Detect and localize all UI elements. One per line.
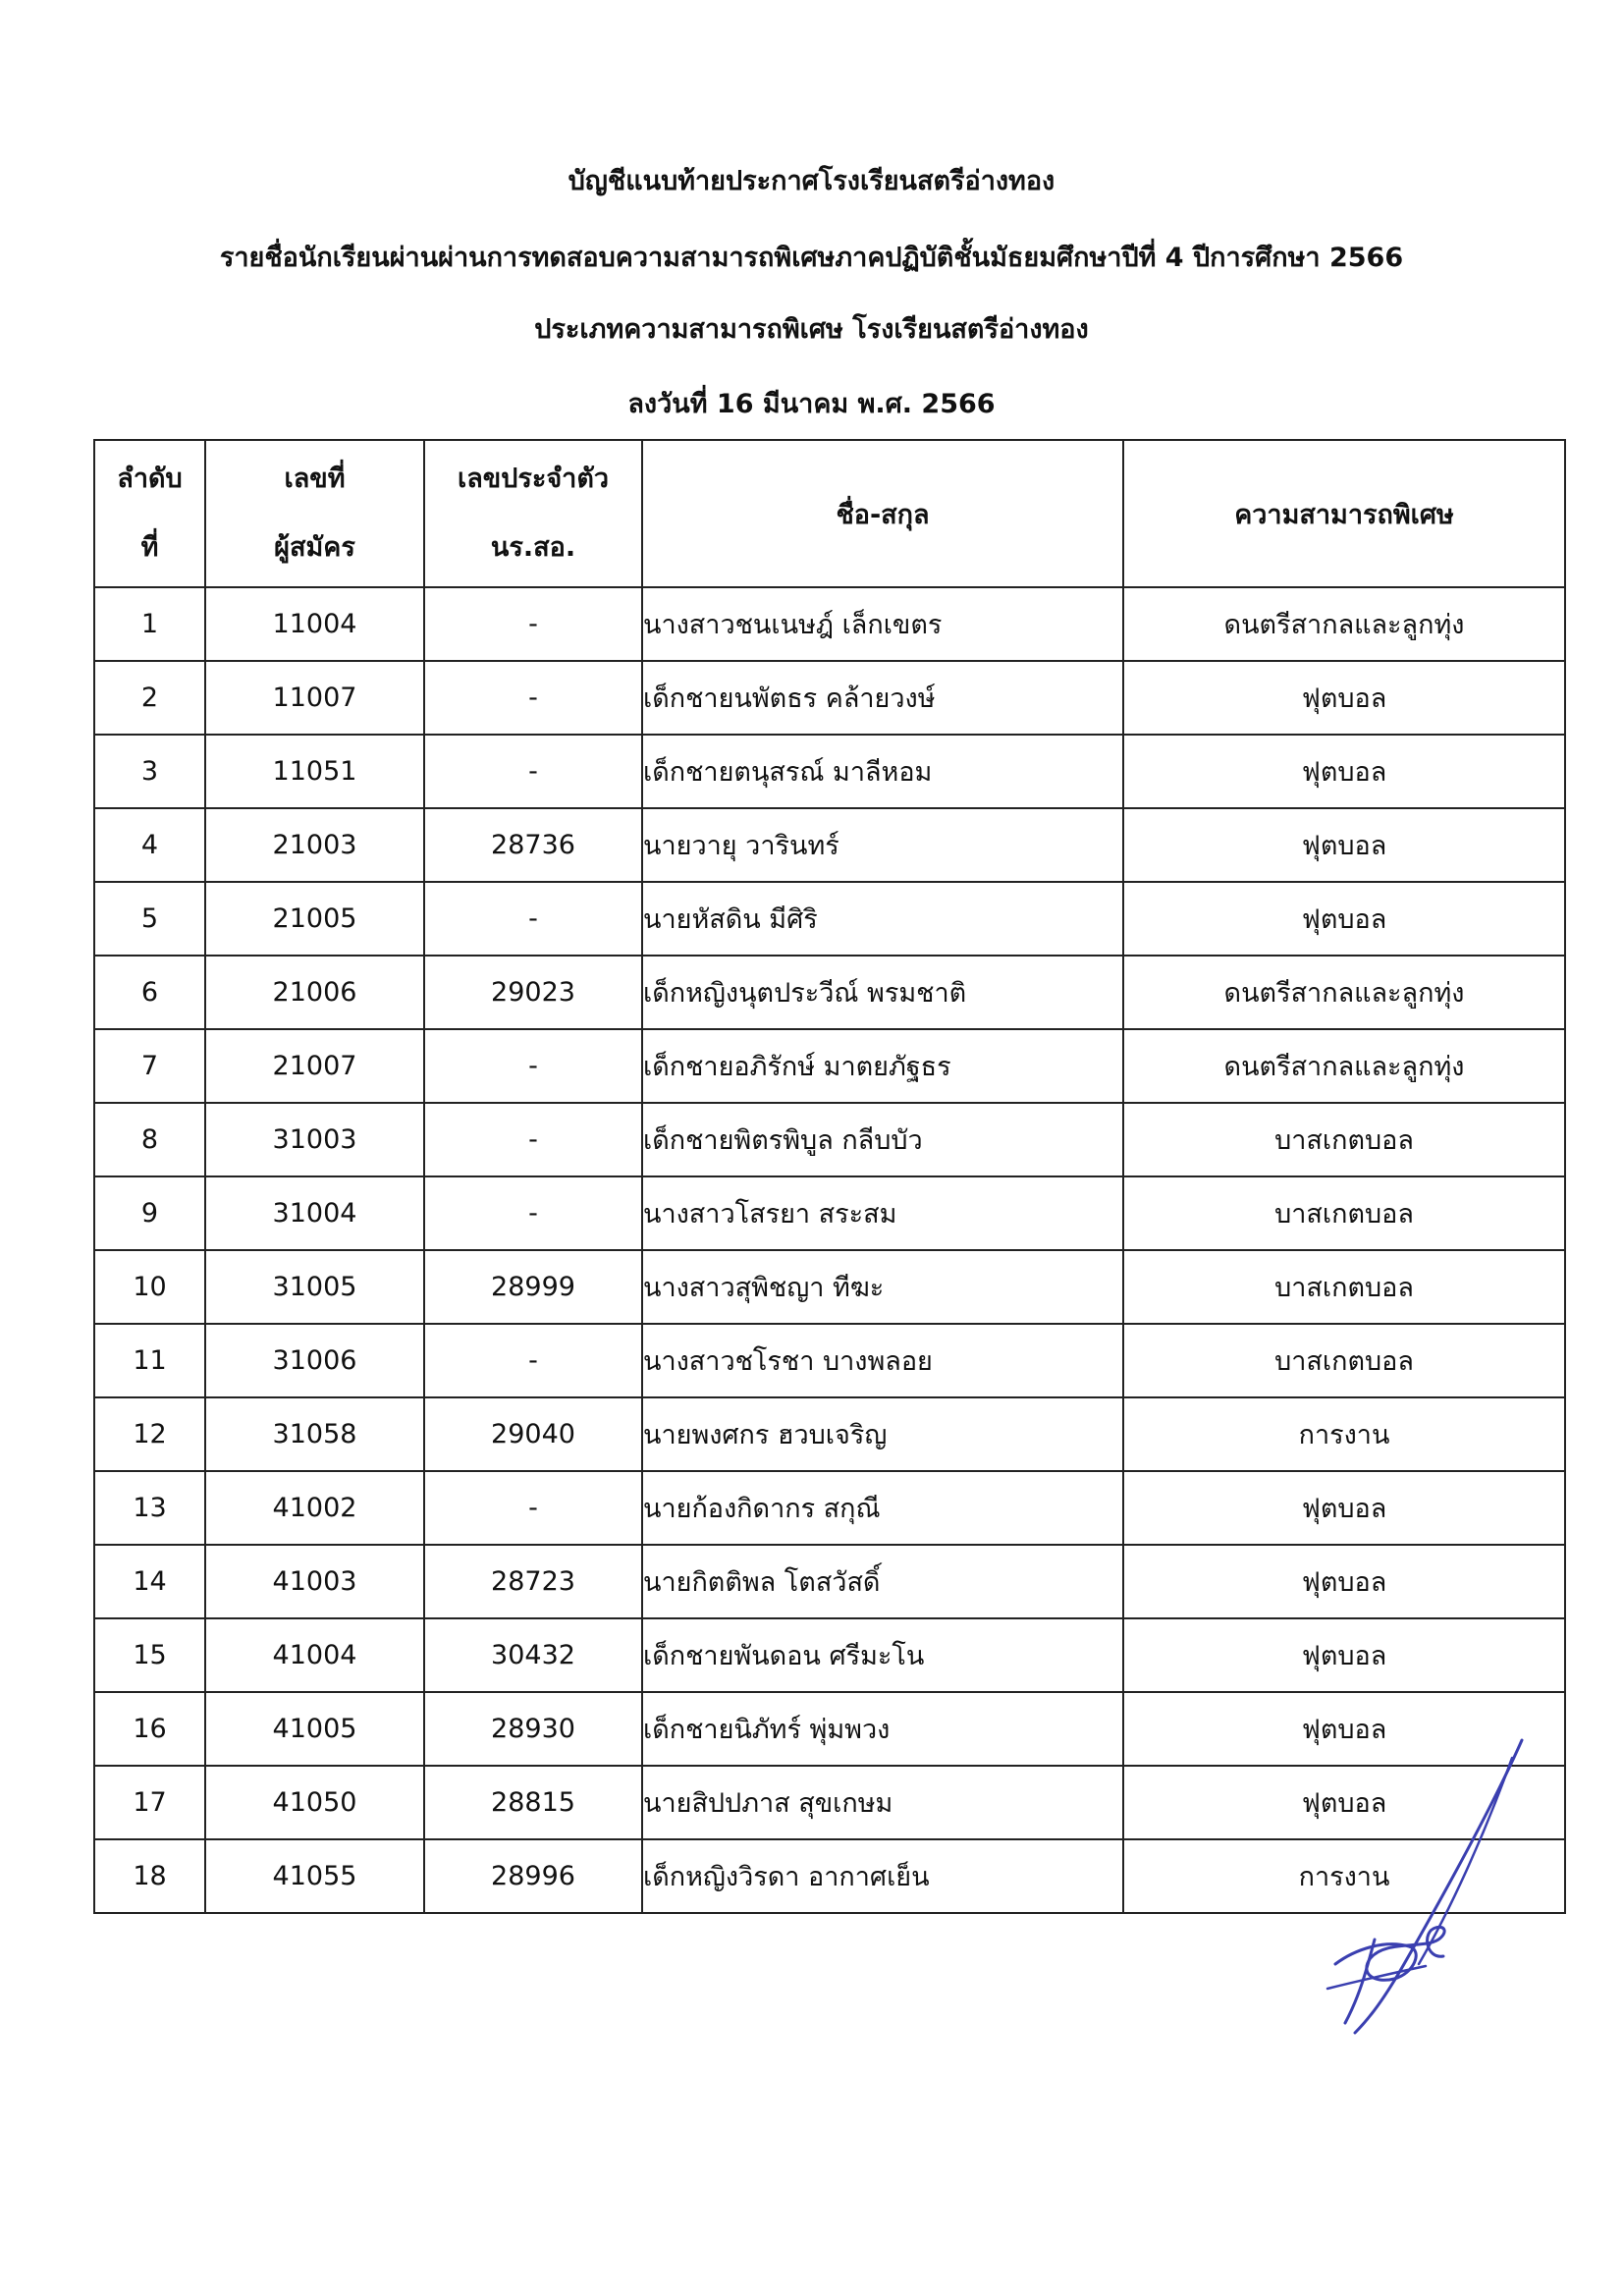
row-order-number: 7 <box>94 1029 205 1103</box>
row-student-id: 29040 <box>424 1397 642 1471</box>
row-full-name: นางสาวโสรยา สระสม <box>642 1176 1123 1250</box>
row-order-number: 18 <box>94 1839 205 1913</box>
table-row <box>94 1103 1565 1176</box>
row-full-name: เด็กชายพิตรพิบูล กลีบบัว <box>642 1103 1123 1176</box>
row-order-number: 2 <box>94 661 205 735</box>
row-applicant-number: 41003 <box>205 1545 424 1618</box>
row-special-talent: บาสเกตบอล <box>1123 1250 1565 1324</box>
row-order-number: 12 <box>94 1397 205 1471</box>
row-order-number: 1 <box>94 587 205 661</box>
row-full-name: เด็กชายนพัตธร คล้ายวงษ์ <box>642 661 1123 735</box>
row-full-name: เด็กชายตนุสรณ์ มาลีหอม <box>642 735 1123 808</box>
row-full-name: นางสาวชนเนษฎ์ เล็กเขตร <box>642 587 1123 661</box>
row-student-id: 28815 <box>424 1766 642 1839</box>
row-order-number: 16 <box>94 1692 205 1766</box>
row-student-id: - <box>424 587 642 661</box>
row-full-name: เด็กชายนิภัทร์ พุ่มพวง <box>642 1692 1123 1766</box>
row-student-id: 29023 <box>424 956 642 1029</box>
row-student-id: - <box>424 1471 642 1545</box>
row-order-number: 15 <box>94 1618 205 1692</box>
table-row <box>94 956 1565 1029</box>
table-row <box>94 1250 1565 1324</box>
row-applicant-number: 31004 <box>205 1176 424 1250</box>
table-row <box>94 1397 1565 1471</box>
row-special-talent: การงาน <box>1123 1839 1565 1913</box>
row-applicant-number: 11007 <box>205 661 424 735</box>
row-student-id: 28996 <box>424 1839 642 1913</box>
row-full-name: นายพงศกร ฮวบเจริญ <box>642 1397 1123 1471</box>
table-body <box>94 587 1565 1913</box>
row-student-id: - <box>424 735 642 808</box>
row-special-talent: ฟุตบอล <box>1123 1471 1565 1545</box>
row-applicant-number: 41002 <box>205 1471 424 1545</box>
row-applicant-number: 31003 <box>205 1103 424 1176</box>
table-row <box>94 1029 1565 1103</box>
row-order-number: 14 <box>94 1545 205 1618</box>
row-order-number: 6 <box>94 956 205 1029</box>
row-special-talent: ฟุตบอล <box>1123 661 1565 735</box>
table-row <box>94 587 1565 661</box>
row-special-talent: ฟุตบอล <box>1123 1545 1565 1618</box>
header-applicant-line2: ผู้สมัคร <box>274 532 355 563</box>
document-date: ลงวันที่ 16 มีนาคม พ.ศ. 2566 <box>627 389 996 419</box>
row-full-name: นายก้องกิดากร สกุณี <box>642 1471 1123 1545</box>
row-special-talent: ดนตรีสากลและลูกทุ่ง <box>1123 1029 1565 1103</box>
header-student-id <box>424 440 642 587</box>
row-applicant-number: 41005 <box>205 1692 424 1766</box>
row-applicant-number: 21005 <box>205 882 424 956</box>
row-applicant-number: 41050 <box>205 1766 424 1839</box>
row-full-name: เด็กหญิงนุตประวีณ์ พรมชาติ <box>642 956 1123 1029</box>
row-applicant-number: 11004 <box>205 587 424 661</box>
document-heading-3: ประเภทความสามารถพิเศษ โรงเรียนสตรีอ่างทอง <box>534 314 1089 345</box>
row-student-id: - <box>424 1176 642 1250</box>
table-row <box>94 882 1565 956</box>
header-order-line2: ที่ <box>140 532 159 563</box>
row-order-number: 11 <box>94 1324 205 1397</box>
row-student-id: - <box>424 882 642 956</box>
row-student-id: 28930 <box>424 1692 642 1766</box>
header-student-id-line1: เลขประจำตัว <box>457 464 610 494</box>
row-student-id: 30432 <box>424 1618 642 1692</box>
row-special-talent: ฟุตบอล <box>1123 808 1565 882</box>
header-applicant-number <box>205 440 424 587</box>
row-student-id: - <box>424 1029 642 1103</box>
row-applicant-number: 21007 <box>205 1029 424 1103</box>
row-applicant-number: 31058 <box>205 1397 424 1471</box>
row-applicant-number: 11051 <box>205 735 424 808</box>
table-row <box>94 1545 1565 1618</box>
table-row <box>94 735 1565 808</box>
row-full-name: นางสาวสุพิชญา ทีฆะ <box>642 1250 1123 1324</box>
row-order-number: 17 <box>94 1766 205 1839</box>
row-special-talent: บาสเกตบอล <box>1123 1103 1565 1176</box>
row-order-number: 9 <box>94 1176 205 1250</box>
row-full-name: เด็กชายพันดอน ศรีมะโน <box>642 1618 1123 1692</box>
row-full-name: เด็กชายอภิรักษ์ มาตยภัฐธร <box>642 1029 1123 1103</box>
row-full-name: เด็กหญิงวิรดา อากาศเย็น <box>642 1839 1123 1913</box>
row-full-name: นายหัสดิน มีศิริ <box>642 882 1123 956</box>
row-special-talent: ดนตรีสากลและลูกทุ่ง <box>1123 956 1565 1029</box>
student-roster-table <box>93 439 1566 1914</box>
row-applicant-number: 41004 <box>205 1618 424 1692</box>
table-row <box>94 1471 1565 1545</box>
row-full-name: นายกิตติพล โตสวัสดิ์ <box>642 1545 1123 1618</box>
row-applicant-number: 21006 <box>205 956 424 1029</box>
row-applicant-number: 31005 <box>205 1250 424 1324</box>
signature-icon <box>1316 1738 1551 2052</box>
table-row <box>94 1324 1565 1397</box>
header-order-line1: ลำดับ <box>117 464 183 494</box>
document-heading-2: รายชื่อนักเรียนผ่านผ่านการทดสอบความสามารถพิเศษภาคปฏิบัติชั้นมัธยมศึกษาปีที่ 4 ปีการศึกษา 2566 <box>219 243 1404 273</box>
row-order-number: 4 <box>94 808 205 882</box>
row-special-talent: ฟุตบอล <box>1123 1618 1565 1692</box>
header-full-name: ชื่อ-สกุล <box>642 440 1123 587</box>
row-special-talent: บาสเกตบอล <box>1123 1324 1565 1397</box>
row-special-talent: บาสเกตบอล <box>1123 1176 1565 1250</box>
header-special-talent: ความสามารถพิเศษ <box>1123 440 1565 587</box>
row-full-name: นายวายุ วารินทร์ <box>642 808 1123 882</box>
row-order-number: 13 <box>94 1471 205 1545</box>
row-special-talent: ดนตรีสากลและลูกทุ่ง <box>1123 587 1565 661</box>
header-order-number <box>94 440 205 587</box>
row-order-number: 10 <box>94 1250 205 1324</box>
header-applicant-line1: เลขที่ <box>284 464 346 494</box>
header-student-id-line2: นร.สอ. <box>490 532 576 563</box>
row-special-talent: ฟุตบอล <box>1123 1692 1565 1766</box>
row-student-id: - <box>424 661 642 735</box>
row-full-name: นายสิปปภาส สุขเกษม <box>642 1766 1123 1839</box>
row-order-number: 3 <box>94 735 205 808</box>
row-student-id: - <box>424 1324 642 1397</box>
row-special-talent: ฟุตบอล <box>1123 735 1565 808</box>
row-order-number: 5 <box>94 882 205 956</box>
row-applicant-number: 21003 <box>205 808 424 882</box>
table-row <box>94 1618 1565 1692</box>
table-row <box>94 808 1565 882</box>
row-student-id: 28723 <box>424 1545 642 1618</box>
table-row <box>94 661 1565 735</box>
row-applicant-number: 41055 <box>205 1839 424 1913</box>
row-order-number: 8 <box>94 1103 205 1176</box>
row-special-talent: ฟุตบอล <box>1123 1766 1565 1839</box>
row-special-talent: ฟุตบอล <box>1123 882 1565 956</box>
table-header-row <box>94 440 1565 587</box>
document-heading-1: บัญชีแนบท้ายประกาศโรงเรียนสตรีอ่างทอง <box>568 166 1055 196</box>
row-student-id: - <box>424 1103 642 1176</box>
row-applicant-number: 31006 <box>205 1324 424 1397</box>
row-full-name: นางสาวชโรชา บางพลอย <box>642 1324 1123 1397</box>
table-row <box>94 1176 1565 1250</box>
row-student-id: 28736 <box>424 808 642 882</box>
row-student-id: 28999 <box>424 1250 642 1324</box>
row-special-talent: การงาน <box>1123 1397 1565 1471</box>
